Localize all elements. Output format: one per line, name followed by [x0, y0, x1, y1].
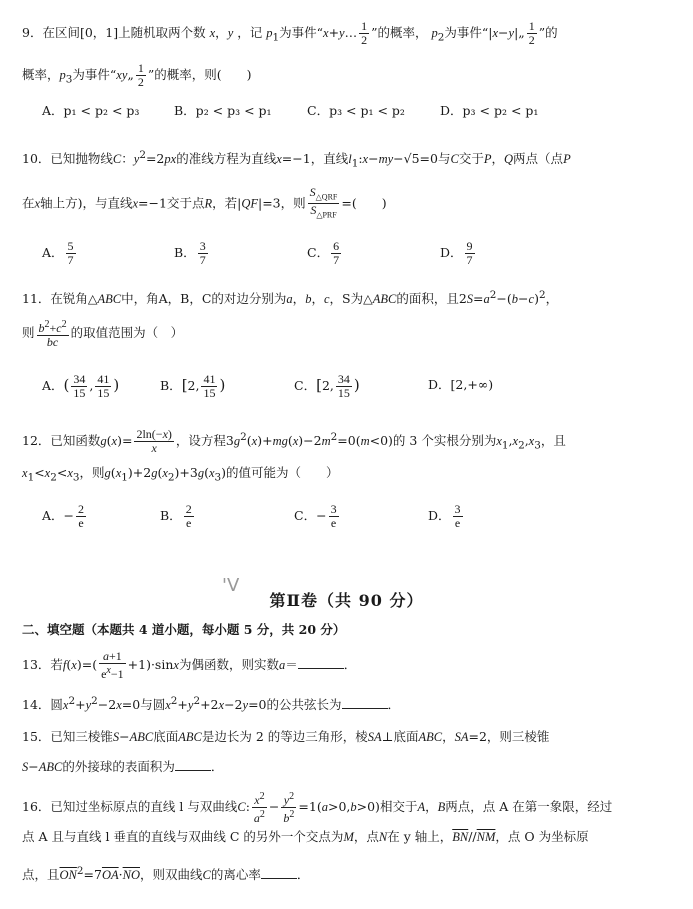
- text: 在: [22, 195, 35, 211]
- option-d: [440, 238, 477, 268]
- label: D．: [440, 245, 463, 260]
- text: 的公共弦长为: [266, 697, 342, 713]
- answer-blank[interactable]: [342, 696, 388, 709]
- num: 6: [333, 239, 340, 253]
- option-a: A．p₁ < p₂ < p₃: [42, 103, 140, 118]
- label: B．: [160, 378, 182, 393]
- label: A．: [42, 245, 64, 260]
- answer-blank[interactable]: [298, 656, 344, 669]
- text: 的 3 个实根分别为: [392, 433, 497, 449]
- text: 底面: [153, 729, 179, 744]
- num: 5: [67, 239, 74, 253]
- den: 15: [337, 386, 350, 400]
- q11-line2: 则 $\frac{b^2+c^2}{bc}$ 的取值范围为（ ）: [22, 319, 184, 349]
- text: 与: [437, 151, 451, 167]
- label: A．: [42, 378, 64, 393]
- den: 15: [203, 386, 216, 400]
- option-a: A．( $\frac{34}{15}$ , $\frac{41}{15}$ ): [42, 372, 120, 400]
- q16-line1: 16．已知过坐标原点的直线 l 与双曲线C: $\frac{x^2}{a^2}$ − $\frac{y^2}{b^2}$ =1(a>0,b>0)相交于A，B两点，点 A 在第一象限，经过: [22, 791, 613, 825]
- option-d: D．p₃ < p₂ < p₁: [440, 103, 539, 118]
- label: D．: [428, 508, 451, 523]
- option-d: [428, 368, 493, 402]
- text: ，若: [212, 195, 238, 211]
- num: 41: [203, 372, 216, 386]
- text: ，则: [280, 195, 306, 211]
- den: 15: [73, 386, 86, 400]
- text: 两点（点: [513, 151, 564, 167]
- q9-options: [22, 99, 681, 123]
- text: 的外接球的表面积为: [62, 759, 175, 774]
- num: 34: [73, 372, 86, 386]
- q14: 14．圆$x^2+y^2-2x=0$与圆$x^2+y^2+2x-2y=0$的公共弦长为 ．: [22, 695, 401, 713]
- text: 交于点: [166, 195, 205, 211]
- text: ＝: [285, 657, 298, 672]
- q11-line1: 11．在锐角△ABC中，角A，B，C的对边分别为a，b，c，S为△ABC的面积，且$2S=a^2-(b-c)^2$，: [22, 289, 559, 307]
- text: 交于: [458, 151, 484, 167]
- label: C．: [294, 378, 317, 393]
- text: ，则: [79, 465, 105, 480]
- text: ，则三棱锥: [486, 729, 550, 744]
- option-b: B．[2, $\frac{41}{15}$ ): [160, 372, 226, 400]
- text: 在 y 轴上，: [387, 829, 453, 844]
- text: ，则双曲线: [139, 867, 203, 883]
- num: 41: [97, 372, 110, 386]
- text: ，: [442, 729, 455, 744]
- text: 的取值范围为（ ）: [70, 325, 184, 340]
- num: 2: [185, 502, 192, 516]
- option-a: [42, 500, 88, 532]
- label: C．: [307, 245, 330, 260]
- value: [2,+∞): [450, 377, 494, 392]
- text: ，点: [353, 829, 379, 844]
- option-b: [174, 238, 210, 268]
- scan-mark: 'V: [222, 575, 240, 596]
- text: 为事件“: [444, 25, 489, 40]
- option-b: [160, 500, 196, 532]
- label: B．: [174, 245, 196, 260]
- text: 是边长为 2 的等边三角形，棱: [201, 729, 368, 744]
- text: ，直线: [310, 151, 349, 167]
- text: ，且: [540, 433, 566, 449]
- text: 为事件“: [279, 25, 323, 40]
- text: 点，且: [22, 867, 60, 883]
- text: ．: [387, 697, 401, 713]
- text: ．: [343, 657, 357, 672]
- q13: 13．若f(x)=( $\frac{a+1}{e^x-1}$ +1)·sinx为偶函数，则实数a＝ ．: [22, 649, 357, 681]
- text: 概率，: [22, 67, 60, 82]
- text: ，S为: [329, 291, 364, 307]
- text: 则: [22, 325, 35, 340]
- text: ”的概率，则( ): [147, 67, 252, 82]
- label: C．: [294, 508, 317, 523]
- option-c: [307, 238, 343, 268]
- text: 的离心率: [210, 867, 261, 883]
- den: 7: [199, 253, 206, 267]
- q10-line1: 10．已知抛物线C：$y^2=2px$的准线方程为直线x=−1，直线$l_1:x-my-√5=0$与C交于P，Q两点（点P: [22, 149, 571, 170]
- text: 轴上方)，与直线: [40, 195, 133, 211]
- label: A．: [42, 508, 64, 523]
- text: ，设方程: [175, 433, 226, 449]
- num: 3: [454, 502, 461, 516]
- text: 9．在区间[0，1]上随机取两个数: [22, 25, 206, 40]
- text: 为偶函数，则实数: [178, 657, 279, 672]
- den: e: [78, 516, 84, 530]
- text: ”的概率，: [371, 25, 428, 40]
- num: 9: [466, 239, 473, 253]
- text: 15．已知三棱锥: [22, 729, 113, 744]
- text: ．: [296, 867, 310, 883]
- section-heading: 二、填空题（本题共 4 道小题，每小题 5 分，共 20 分）: [22, 622, 346, 637]
- text: 的准线方程为直线: [176, 151, 277, 167]
- text: ，记: [237, 25, 263, 40]
- q15-line2: S−ABC的外接球的表面积为 ．: [22, 759, 224, 774]
- den: 7: [67, 253, 74, 267]
- text: 的值可能为（ ）: [226, 465, 339, 480]
- q10-line2: 在x轴上方)，与直线x=−1交于点R，若|QF|=3，则 $\frac{S_{\triangle QRF}}{S_{\triangle PRF}}$ =( ): [22, 185, 387, 220]
- den: e: [330, 516, 337, 530]
- option-c: [294, 500, 341, 532]
- option-d: [428, 500, 465, 532]
- den: 7: [333, 253, 340, 267]
- sign: −: [63, 508, 75, 523]
- text: 底面: [393, 729, 419, 744]
- q10-options: [22, 238, 681, 268]
- text: 16．已知过坐标原点的直线 l 与双曲线: [22, 799, 238, 814]
- text: 10．已知抛物线: [22, 151, 113, 167]
- text: ．: [210, 759, 224, 774]
- q12-options: [22, 500, 681, 532]
- q12-line1: 12．已知函数g(x)= $\frac{2\ln(-x)}{x}$ ，设方程$3g^2(x)+mg(x)-2m^2=0(m<0)$的 3 个实根分别为$x_1,x_2,x_3$，且: [22, 427, 566, 456]
- sign: −: [316, 508, 327, 523]
- part2-title: 第Ⅱ卷（共 90 分）: [269, 591, 424, 610]
- text: 相交于: [379, 799, 418, 814]
- text: 为事件“: [72, 67, 117, 82]
- num: 3: [330, 502, 337, 516]
- answer-blank[interactable]: [175, 758, 211, 771]
- q12-line2: $x_1<x_2<x_3$，则$g(x_1)+2g(x_2)+3g(x_3)$的值可能为（ ）: [22, 465, 339, 484]
- answer-blank[interactable]: [261, 866, 297, 879]
- q16-line3: 点，且$\overline{ON}^2=7\overline{OA}\cdot\overline{NO}$，则双曲线C的离心率 ．: [22, 865, 310, 883]
- label: D．: [428, 377, 451, 392]
- text: 11．在锐角: [22, 291, 88, 307]
- text: =( ): [341, 195, 387, 211]
- den: 7: [466, 253, 473, 267]
- label: B．: [160, 508, 182, 523]
- text: 的面积，且: [396, 291, 459, 307]
- q16-line2: 点 A 且与直线 l 垂直的直线与双曲线 C 的另外一个交点为M，点N在 y 轴上，$\overline{BN}//\overline{NM}$，点 O 为坐标原: [22, 829, 589, 844]
- q11-options: [22, 368, 681, 402]
- q9-line2: 概率，$p_3$为事件“xy„ $\frac{1}{2}$ ”的概率，则( ): [22, 61, 252, 89]
- den: e: [186, 516, 192, 530]
- q15-line1: 15．已知三棱锥S−ABC底面ABC是边长为 2 的等边三角形，棱SA⊥底面ABC，SA=2，则三棱锥: [22, 729, 550, 744]
- text: 14．圆: [22, 697, 63, 713]
- den: 15: [97, 386, 110, 400]
- den: e: [454, 516, 461, 530]
- text: 中，角A，B，C的对边分别为: [121, 291, 287, 307]
- text: 13．若: [22, 657, 63, 672]
- text: 点 A 且与直线 l 垂直的直线与双曲线 C 的另外一个交点为: [22, 829, 344, 844]
- text: 12．已知函数: [22, 433, 101, 449]
- option-a: [42, 238, 78, 268]
- num: 34: [337, 372, 350, 386]
- text: ，点 O 为坐标原: [495, 829, 589, 844]
- option-c: C．p₃ < p₁ < p₂: [307, 103, 405, 118]
- num: 3: [199, 239, 206, 253]
- option-b: B．p₂ < p₃ < p₁: [174, 103, 272, 118]
- text: 两点，点 A 在第一象限，经过: [445, 799, 613, 814]
- num: 2: [78, 502, 85, 516]
- text: 与圆: [140, 697, 166, 713]
- q9-line1: 9．在区间[0，1]上随机取两个数 x，y ，记 $p_1$为事件“x+y… $\frac{1}{2}$ ”的概率， $p_2$为事件“|x−y|„ $\frac{1}{2}$ ”的: [22, 19, 558, 47]
- option-c: C．[2, $\frac{34}{15}$ ): [294, 372, 360, 400]
- text: ”的: [538, 25, 558, 40]
